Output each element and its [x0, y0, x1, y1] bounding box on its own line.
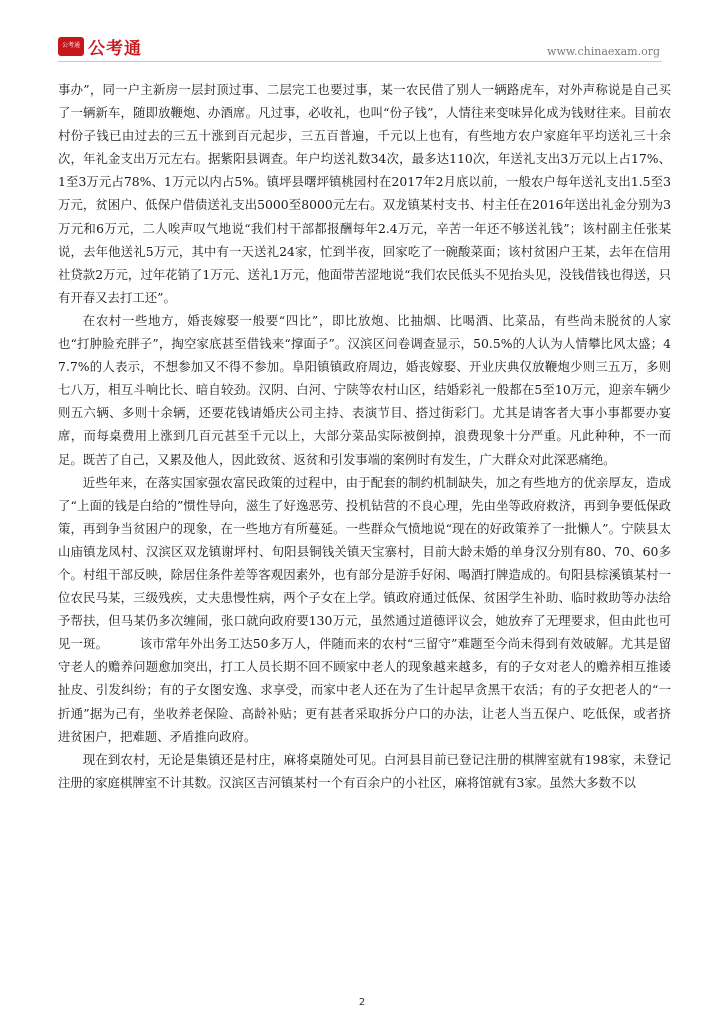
paragraph-3: 近些年来，在落实国家强农富民政策的过程中，由于配套的制约机制缺失，加之有些地方的优亲厚友，造成了“上面的钱是白给的”惯性导向，滋生了好逸恶劳、投机钻营的不良心理，先由坐等政府救济，再到争要低保政策，再到争当贫困户的现象，在一些地方有所蔓延。一些群众气愤地说“现在的好政策养了一批懒人”。宁陕县太山庙镇龙凤村、汉滨区双龙镇谢坪村、旬阳县铜钱关镇天宝寨村，目前大龄未婚的单身汉分别有80、70、60多个。村组干部反映，除居住条件差等客观因素外，也有部分是游手好闲、喝酒打牌造成的。旬阳县棕溪镇某村一位农民马某，三级残疾，丈夫患慢性病，两个子女在上学。镇政府通过低保、贫困学生补助、临时救助等办法给予帮扶，但马某仍多次缠闹，张口就向政府要130万元，虽然通过道德评议会，她放弃了无理要求，但由此也可见一斑。 该市常年外出务工达50多万人，伴随而来的农村“三留守”难题至今尚未得到有效破解。尤其是留守老人的赡养问题愈加突出，打工人员长期不回不顾家中老人的现象越来越多，有的子女对老人的赡养相互推诿扯皮、引发纠纷；有的子女图安逸、求享受，而家中老人还在为了生计起早贪黑干农活；有的子女把老人的“一折通”据为己有，坐收养老保险、高龄补贴；更有甚者采取拆分户口的办法，让老人当五保户、吃低保，或者挤进贫困户，把难题、矛盾推向政府。 — [58, 474, 671, 744]
paragraph-2: 在农村一些地方，婚丧嫁娶一般要“四比”，即比放炮、比抽烟、比喝酒、比菜品，有些尚未脱贫的人家也“打肿脸充胖子”，掏空家底甚至借钱来“撑面子”。汉滨区问卷调查显示，50.5%的人认为人情攀比风太盛；47.7%的人表示，不想参加又不得不参加。阜阳镇镇政府周边，婚丧嫁娶、开业庆典仅放鞭炮少则三五万，多则七八万，相互斗响比长、暗自较劲。汉阴、白河、宁陕等农村山区，结婚彩礼一般都在5至10万元，迎亲车辆少则五六辆、多则十余辆，还要花钱请婚庆公司主持、表演节目、搭过街彩门。尤其是请客者大事小事都要办宴席，而每桌费用上涨到几百元甚至千元以上，大部分菜品实际被倒掉，浪费现象十分严重。凡此种种，不一而足。既苦了自己，又累及他人，因此致贫、返贫和引发事端的案例时有发生，广大群众对此深恶痛绝。 — [58, 312, 671, 467]
paragraph-1: 事办”，同一户主新房一层封顶过事、二层完工也要过事，某一农民借了别人一辆路虎车，对外声称说是自己买了一辆新车，随即放鞭炮、办酒席。凡过事，必收礼，也叫“份子钱”，人情往来变味异化成为钱财往来。目前农村份子钱已由过去的三五十涨到百元起步，三五百普遍，千元以上也有，有些地方农户家庭年平均送礼三十余次，年礼金支出万元左右。据紫阳县调查。年户均送礼数34次，最多达110次，年送礼支出3万元以上占17%、1至3万元占78%、1万元以内占5%。镇坪县曙坪镇桃园村在2017年2月底以前，一般农户每年送礼支出1.5至3万元，贫困户、低保户借债送礼支出5000至8000元左右。双龙镇某村支书、村主任在2016年送出礼金分别为3万元和6万元，二人唉声叹气地说“我们村干部都报酬每年2.4万元，辛苦一年还不够送礼钱”；该村副主任张某说，去年他送礼5万元，其中有一天送礼24家，忙到半夜，回家吃了一碗酸菜面；该村贫困户王某，去年在信用社贷款2万元，过年花销了1万元、送礼1万元，他面带苦涩地说“我们农民低头不见抬头见，没钱借钱也得送，只有开春又去打工还”。 — [58, 82, 671, 305]
paragraph-4: 现在到农村，无论是集镇还是村庄，麻将桌随处可见。白河县目前已登记注册的棋牌室就有198家，未登记注册的家庭棋牌室不计其数。汉滨区吉河镇某村一个有百余户的小社区，麻将馆就有3家。虽然大多数不以 — [58, 751, 671, 790]
logo-badge-icon: 公考通 — [58, 37, 84, 56]
page-header — [0, 0, 724, 64]
page-number: 2 — [358, 997, 366, 1008]
document-body — [58, 78, 671, 958]
header-divider — [58, 61, 662, 62]
logo-text: 公考通 — [88, 38, 142, 59]
site-logo[interactable] — [58, 36, 142, 59]
site-url[interactable]: www.chinaexam.org — [547, 45, 660, 58]
